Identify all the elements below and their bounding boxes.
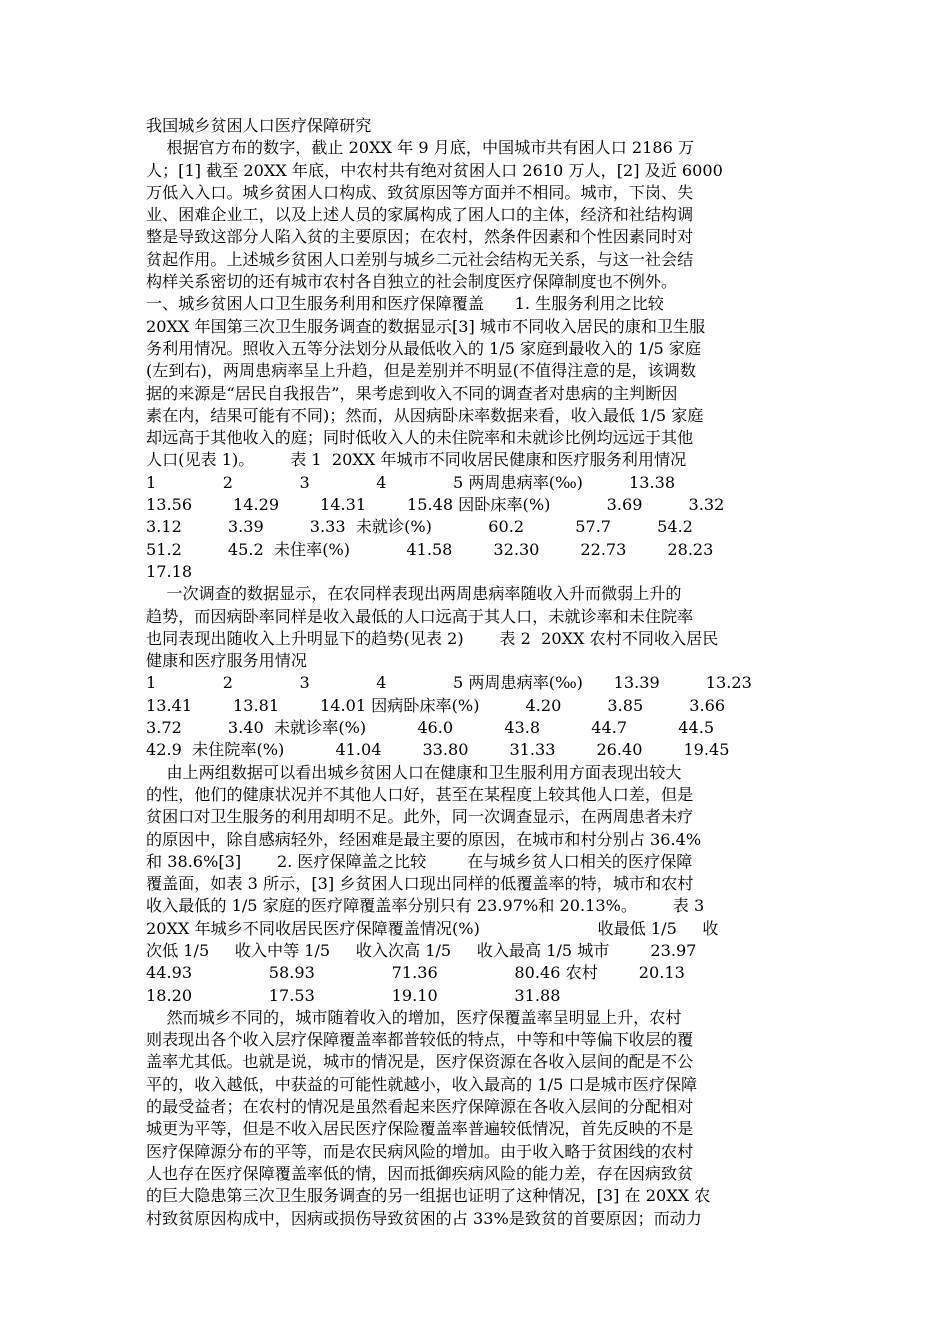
text-line: 务利用情况。照收入五等分法划分从最低收入的 1/5 家庭到最收入的 1/5 家庭 [146,338,702,358]
text-line: 趋势，而因病卧率同样是收入最低的人口远高于其人口，未就诊率和未住院率 [146,606,694,626]
text-line: 医疗保障源分布的平等，而是农民病风险的增加。由于收入略于贫困线的农村 [146,1141,694,1161]
text-line: 整是导致这部分人陷入贫的主要原因；在农村，然条件因素和个性因素同时对 [146,227,694,247]
table-caption-line: 人口(见表 1)。 表 1 20XX 年城市不同收居民健康和医疗服务利用情况 [146,450,687,470]
text-line: 然而城乡不同的，城市随着收入的增加，医疗保覆盖率呈明显上升，农村 [146,1007,682,1027]
table-data-line: 13.56 14.29 14.31 15.48 因卧床率(%) 3.69 3.32 [146,495,725,515]
text-line: (左到右)，两周患病率呈上升趋，但是差别并不明显(不值得注意的是，该调数 [146,361,696,381]
text-line: 业、困难企业工，以及上述人员的家属构成了困人口的主体，经济和社结构调 [146,205,694,225]
section-heading: 一、城乡贫困人口卫生服务利用和医疗保障覆盖 1. 生服务利用之比较 [146,294,664,314]
text-line: 的巨大隐患第三次卫生服务调查的另一组据也证明了这种情况，[3] 在 20XX 农 [146,1186,711,1206]
text-line: 村致贫原因构成中，因病或损伤导致贫困的占 33%是致贫的首要原因；而动力 [146,1208,702,1228]
text-line: 根据官方布的数字，截止 20XX 年 9 月底，中国城市共有困人口 2186 万 [146,138,695,158]
text-line: 贫起作用。上述城乡贫困人口差别与城乡二元社会结构无关系，与这一社会结 [146,249,694,269]
table-data-line: 3.12 3.39 3.33 未就诊(%) 60.2 57.7 54.2 [146,517,693,537]
table-data-line: 次低 1/5 收入中等 1/5 收入次高 1/5 收入最高 1/5 城市 23.97 [146,940,697,960]
text-line: 据的来源是“居民自我报告”，果考虑到收入不同的调查者对患病的主判断因 [146,383,678,403]
table-data-line: 1 2 3 4 5 两周患病率(‰) 13.38 [146,472,676,492]
table-data-line: 17.18 [146,561,193,581]
table-caption-line: 20XX 年城乡不同收居民医疗保障覆盖情况(%) 收最低 1/5 收 [146,918,719,938]
table-caption-line: 也同表现出随收入上升明显下的趋势(见表 2) 表 2 20XX 农村不同收入居民 [146,628,719,648]
table-data-line: 51.2 45.2 未住率(%) 41.58 32.30 22.73 28.23 [146,539,714,559]
text-line: 盖率尤其低。也就是说，城市的情况是，医疗保资源在各收入层间的配是不公 [146,1052,694,1072]
document-page [146,115,806,1230]
table-data-line: 3.72 3.40 未就诊率(%) 46.0 43.8 44.7 44.5 [146,718,715,738]
text-line: 20XX 年国第三次卫生服务调查的数据显示[3] 城市不同收入居民的康和卫生服 [146,316,706,336]
text-line: 和 38.6%[3] 2. 医疗保障盖之比较 在与城乡贫人口相关的医疗保障 [146,851,693,871]
text-line: 一次调查的数据显示，在农同样表现出两周患病率随收入升而微弱上升的 [146,584,682,604]
text-line: 则表现出各个收入层疗保障覆盖率都普较低的特点，中等和中等偏下收层的覆 [146,1030,694,1050]
text-line: 平的，收入越低，中获益的可能性就越小，收入最高的 1/5 口是城市医疗保障 [146,1074,698,1094]
text-line: 构样关系密切的还有城市农村各自独立的社会制度医疗保障制度也不例外。 [146,272,678,292]
text-line: 贫困口对卫生服务的利用却明不足。此外，同一次调查显示，在两周患者未疗 [146,807,694,827]
text-line: 的性，他们的健康状况并不其他人口好，甚至在某程度上较其他人口差，但是 [146,784,694,804]
text-line: 的最受益者；在农村的情况是虽然看起来医疗保障源在各收入层间的分配相对 [146,1097,694,1117]
text-line: 素在内，结果可能有不同)；然而，从因病卧床率数据来看，收入最低 1/5 家庭 [146,405,704,425]
table-caption-line: 健康和医疗服务用情况 [146,651,307,671]
text-line: 却远高于其他收入的庭；同时低收入人的未住院率和未就诊比例均远远于其他 [146,428,694,448]
text-line: 人；[1] 截至 20XX 年底，中农村共有绝对贫困人口 2610 万人，[2] 及近 6000 [146,160,723,180]
text-line: 人也存在医疗保障覆盖率低的情，因而抵御疾病风险的能力差，存在因病致贫 [146,1163,694,1183]
table-data-line: 1 2 3 4 5 两周患病率(‰) 13.39 13.23 [146,673,752,693]
text-line: 城更为平等，但是不收入居民医疗保险覆盖率普遍较低情况，首先反映的不是 [146,1119,694,1139]
table-data-line: 13.41 13.81 14.01 因病卧床率(%) 4.20 3.85 3.66 [146,695,726,715]
document-title: 我国城乡贫困人口医疗保障研究 [146,116,372,135]
text-line: 收入最低的 1/5 家庭的医疗障覆盖率分别只有 23.97%和 20.13%。 表 3 [146,896,705,916]
text-line: 的原因中，除自感病轻外，经困难是最主要的原因，在城市和村分别占 36.4% [146,829,702,849]
table-data-line: 18.20 17.53 19.10 31.88 [146,985,561,1005]
table-data-line: 42.9 未住院率(%) 41.04 33.80 31.33 26.40 19.45 [146,740,730,760]
text-line: 覆盖面，如表 3 所示，[3] 乡贫困人口现出同样的低覆盖率的特，城市和农村 [146,874,694,894]
text-line: 由上两组数据可以看出城乡贫困人口在健康和卫生服利用方面表现出较大 [146,762,682,782]
table-data-line: 44.93 58.93 71.36 80.46 农村 20.13 [146,963,685,983]
text-line: 万低入入口。城乡贫困人口构成、致贫原因等方面并不相同。城市，下岗、失 [146,182,694,202]
